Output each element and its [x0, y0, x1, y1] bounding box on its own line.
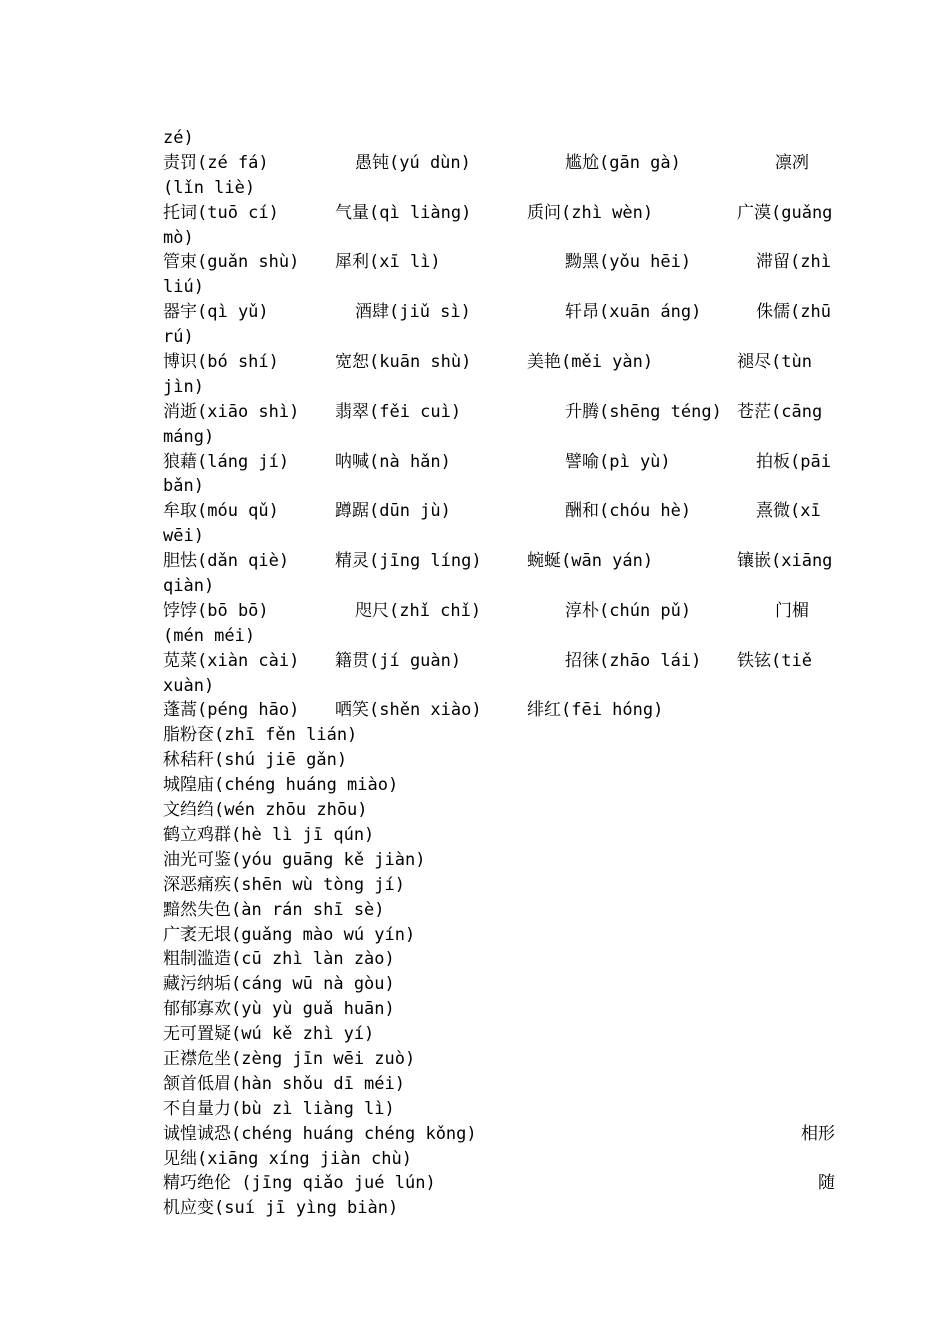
- word-entry: 籍贯(jí guàn): [335, 650, 462, 671]
- word-entry: 翡翠(fěi cuì): [335, 401, 462, 422]
- text-line: [163, 201, 835, 226]
- text-line: [163, 923, 835, 948]
- text-line: [163, 1022, 835, 1047]
- text-line: [163, 599, 835, 624]
- word-entry: 铁铉(tiě: [737, 650, 812, 671]
- word-entry: 门楣: [775, 600, 809, 621]
- word-entry: xuàn): [163, 675, 215, 696]
- text-line: [163, 300, 835, 325]
- word-entry: zé): [163, 128, 194, 148]
- word-entry: 哂笑(shěn xiào): [335, 700, 482, 721]
- word-entry: 侏儒(zhū: [756, 302, 831, 323]
- word-entry: qiàn): [163, 576, 215, 597]
- word-entry: 黝黑(yǒu hēi): [565, 252, 692, 273]
- text-line: [163, 1171, 835, 1196]
- idiom-entry: 诚惶诚恐(chéng huáng chéng kǒng): [163, 1123, 477, 1144]
- word-entry: 滞留(zhì: [756, 252, 831, 273]
- text-line: [163, 873, 835, 898]
- text-line: [163, 997, 835, 1022]
- idiom-entry-wrap: 相形: [801, 1123, 835, 1144]
- word-entry: 淳朴(chún pǔ): [565, 600, 692, 621]
- word-entry: 质问(zhì wèn): [527, 202, 654, 223]
- word-entry: 绯红(fēi hóng): [527, 700, 664, 721]
- text-line: [163, 450, 835, 475]
- word-entry: 犀利(xī lì): [335, 252, 441, 273]
- text-line: [163, 350, 835, 375]
- text-line: [163, 898, 835, 923]
- word-entry: (mén méi): [163, 625, 256, 646]
- word-entry: 苍茫(cāng: [737, 401, 823, 422]
- text-line: [163, 773, 835, 798]
- word-entry: 酬和(chóu hè): [565, 501, 692, 522]
- word-entry: mò): [163, 227, 194, 248]
- text-line: [163, 798, 835, 823]
- text-line: [163, 674, 835, 699]
- word-entry: 牟取(móu qǔ): [163, 501, 279, 522]
- text-line: [163, 723, 835, 748]
- idiom-entry: 藏污纳垢(cáng wū nà gòu): [163, 974, 395, 995]
- text-line: [163, 823, 835, 848]
- text-line: [163, 1072, 835, 1097]
- word-entry: 譬喻(pì yù): [565, 451, 671, 472]
- word-entry: 消逝(xiāo shì): [163, 401, 300, 422]
- word-entry: wēi): [163, 526, 204, 547]
- word-entry: jìn): [163, 376, 204, 397]
- text-line: [163, 624, 835, 649]
- text-line: [163, 549, 835, 574]
- word-entry: (lǐn liè): [163, 177, 256, 198]
- word-entry: 管束(guǎn shù): [163, 252, 300, 273]
- idiom-entry: 正襟危坐(zèng jīn wēi zuò): [163, 1048, 416, 1069]
- vocabulary-list: [163, 126, 835, 1221]
- text-line: [163, 425, 835, 450]
- text-line: [163, 126, 835, 151]
- text-line: [163, 1047, 835, 1072]
- text-line: [163, 1196, 835, 1221]
- idiom-entry: 粗制滥造(cū zhì làn zào): [163, 949, 395, 970]
- text-line: [163, 748, 835, 773]
- text-line: [163, 574, 835, 599]
- word-entry: liú): [163, 277, 204, 298]
- word-entry: 博识(bó shí): [163, 352, 279, 373]
- text-line: [163, 275, 835, 300]
- text-line: [163, 1097, 835, 1122]
- text-line: [163, 250, 835, 275]
- word-entry: 呐喊(nà hǎn): [335, 451, 451, 472]
- word-entry: 美艳(měi yàn): [527, 352, 654, 373]
- word-entry: máng): [163, 426, 215, 447]
- word-entry: 宽恕(kuān shù): [335, 352, 472, 373]
- word-entry: 胆怯(dǎn qiè): [163, 551, 290, 572]
- word-entry: 蹲踞(dūn jù): [335, 501, 451, 522]
- idiom-entry: 无可置疑(wú kě zhì yí): [163, 1024, 375, 1045]
- text-line: [163, 325, 835, 350]
- idiom-entry: 黯然失色(àn rán shī sè): [163, 899, 385, 920]
- idiom-entry: 脂粉奁(zhī fěn lián): [163, 725, 358, 746]
- word-entry: 升腾(shēng téng): [565, 401, 722, 422]
- word-entry: 精灵(jīng líng): [335, 551, 482, 572]
- text-line: [163, 972, 835, 997]
- idiom-entry: 不自量力(bù zì liàng lì): [163, 1098, 395, 1119]
- idiom-entry: 机应变(suí jī yìng biàn): [163, 1198, 399, 1219]
- text-line: [163, 375, 835, 400]
- word-entry: 器宇(qì yǔ): [163, 302, 269, 323]
- word-entry: 蜿蜒(wān yán): [527, 551, 654, 572]
- word-entry: 酒肆(jiǔ sì): [355, 302, 471, 323]
- text-line: [163, 400, 835, 425]
- text-line: [163, 848, 835, 873]
- word-entry: 熹微(xī: [756, 501, 821, 522]
- word-entry: 褪尽(tùn: [737, 352, 812, 373]
- word-entry: 饽饽(bō bō): [163, 600, 269, 621]
- word-entry: rú): [163, 327, 194, 348]
- text-line: [163, 1147, 835, 1172]
- idiom-entry: 鹤立鸡群(hè lì jī qún): [163, 824, 375, 845]
- text-line: [163, 1122, 835, 1147]
- word-entry: 蓬蒿(péng hāo): [163, 700, 300, 721]
- text-line: [163, 151, 835, 176]
- idiom-entry: 城隍庙(chéng huáng miào): [163, 775, 399, 796]
- word-entry: 气量(qì liàng): [335, 202, 472, 223]
- word-entry: 拍板(pāi: [756, 451, 831, 472]
- idiom-entry: 郁郁寡欢(yù yù guǎ huān): [163, 999, 395, 1020]
- idiom-entry: 精巧绝伦 (jīng qiǎo jué lún): [163, 1173, 436, 1194]
- text-line: [163, 176, 835, 201]
- word-entry: 招徕(zhāo lái): [565, 650, 702, 671]
- idiom-entry: 秫秸秆(shú jiē gǎn): [163, 750, 348, 771]
- word-entry: 苋菜(xiàn cài): [163, 650, 300, 671]
- text-line: [163, 947, 835, 972]
- word-entry: 责罚(zé fá): [163, 152, 269, 173]
- word-entry: 广漠(guǎng: [737, 202, 833, 223]
- word-entry: 凛冽: [775, 152, 809, 173]
- word-entry: 愚钝(yú dùn): [355, 152, 471, 173]
- idiom-entry: 油光可鉴(yóu guāng kě jiàn): [163, 849, 426, 870]
- text-line: [163, 649, 835, 674]
- idiom-entry: 文绉绉(wén zhōu zhōu): [163, 800, 368, 821]
- word-entry: 镶嵌(xiāng: [737, 551, 833, 572]
- text-line: [163, 524, 835, 549]
- text-line: [163, 698, 835, 723]
- word-entry: bǎn): [163, 476, 204, 497]
- word-entry: 尴尬(gān gà): [565, 152, 681, 173]
- idiom-entry: 见绌(xiāng xíng jiàn chù): [163, 1148, 412, 1169]
- idiom-entry: 深恶痛疾(shēn wù tòng jí): [163, 874, 405, 895]
- text-line: [163, 499, 835, 524]
- idiom-entry: 广袤无垠(guǎng mào wú yín): [163, 924, 416, 945]
- idiom-entry-wrap: 随: [818, 1173, 835, 1194]
- text-line: [163, 474, 835, 499]
- word-entry: 托词(tuō cí): [163, 202, 279, 223]
- word-entry: 轩昂(xuān áng): [565, 302, 702, 323]
- word-entry: 咫尺(zhǐ chǐ): [355, 600, 482, 621]
- word-entry: 狼藉(láng jí): [163, 451, 290, 472]
- idiom-entry: 颔首低眉(hàn shǒu dī méi): [163, 1073, 405, 1094]
- text-line: [163, 226, 835, 251]
